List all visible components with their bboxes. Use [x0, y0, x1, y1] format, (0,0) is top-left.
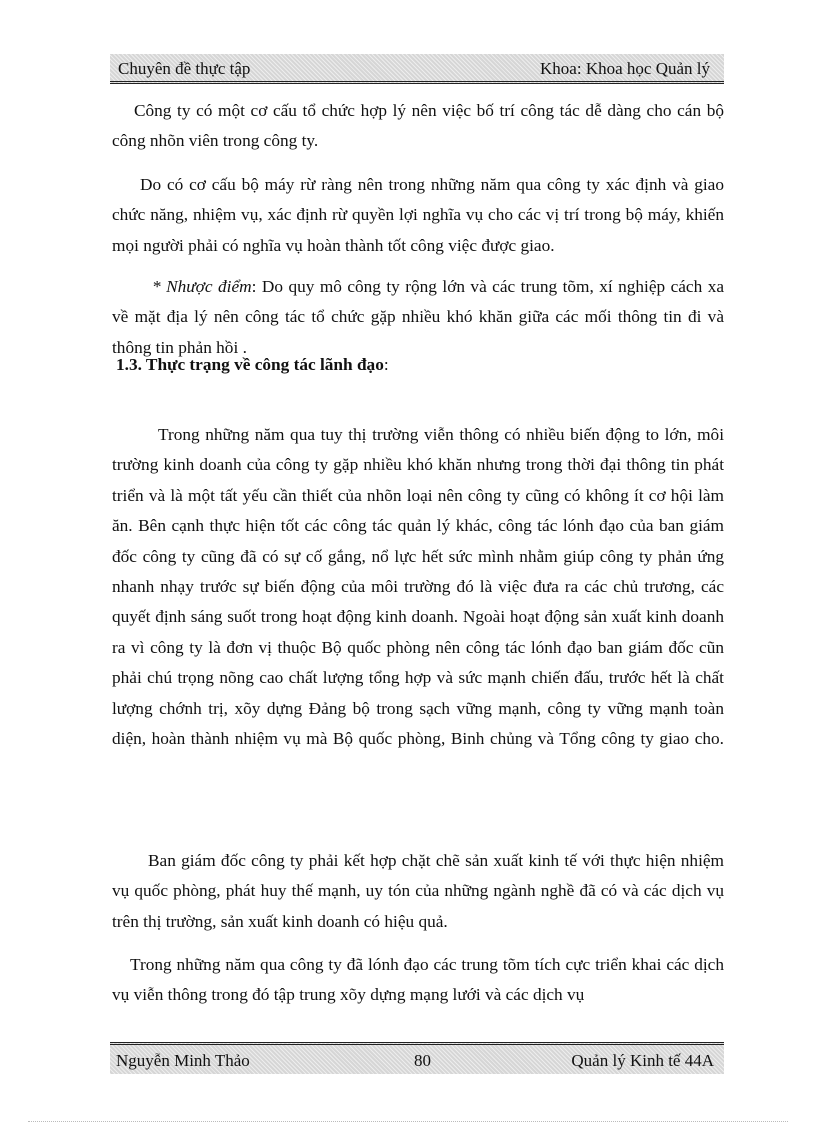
paragraph-6: Trong những năm qua công ty đã lónh đạo các trung tõm tích cực triển khai các dịch vụ viễn thông trong đó tập trung xõy dựng mạng lưới và các dịch vụ	[112, 955, 724, 1005]
footer-author: Nguyễn Minh Thảo	[116, 1051, 250, 1070]
paragraph-2: Do có cơ cấu bộ máy rừ ràng nên trong những năm qua công ty xác định và giao chức năng, nhiệm vụ, xác định rừ quyền lợi nghĩa vụ cho các vị trí trong bộ máy, khiến mọi người phải có nghĩa vụ hoàn thành tốt công việc được giao.	[112, 175, 724, 255]
page-bottom-divider	[28, 1121, 788, 1122]
footer-class: Quản lý Kinh tế 44A	[571, 1051, 714, 1070]
header-right-text: Khoa: Khoa học Quản lý	[540, 59, 710, 78]
paragraph-3	[112, 272, 724, 363]
weakness-label: * Nhược điểm	[152, 277, 252, 296]
paragraph-5: Ban giám đốc công ty phải kết hợp chặt chẽ sản xuất kinh tế với thực hiện nhiệm vụ quốc phòng, phát huy thế mạnh, uy tón của những ngành nghề đã có và các dịch vụ trên thị trường, sản xuất kinh doanh có hiệu quả.	[112, 851, 724, 931]
header-left-text: Chuyên đề thực tập	[118, 59, 251, 78]
paragraph-4: Trong những năm qua tuy thị trường viễn thông có nhiều biến động to lớn, môi trường kinh doanh của công ty gặp nhiều khó khăn nhưng trong thời đại thông tin phát triển và là một tất yếu cần thiết của nhõn loại nên công ty cũng có không ít cơ hội làm ăn. Bên cạnh thực hiện tốt các công tác quản lý khác, công tác lónh đạo của ban giám đốc công ty cũng đã có sự cố gắng, nổ lực hết sức mình nhằm giúp công ty phản ứng nhanh nhạy trước sự biến động của môi trường đó là việc đưa ra các chủ trương, các quyết định sáng suốt trong hoạt động kinh doanh. Ngoài hoạt động sản xuất kinh doanh ra vì công ty là đơn vị thuộc Bộ quốc phòng nên công tác lónh đạo ban giám đốc cũn phải chú trọng nõng cao chất lượng tổng hợp và sức mạnh chiến đấu, trước hết là chất lượng chớnh trị, xõy dựng Đảng bộ trong sạch vững mạnh, công ty vững mạnh toàn diện, hoàn thành nhiệm vụ mà Bộ quốc phòng, Binh chủng và Tổng công ty giao cho.	[112, 425, 724, 749]
paragraph-3-text: : Do quy mô công ty rộng lớn và các trung tõm, xí nghiệp cách xa về mặt địa lý nên công tác tổ chức gặp nhiều khó khăn giữa các mối thông tin đi và thông tin phản hồi .	[112, 277, 725, 357]
section-heading	[116, 352, 389, 378]
section-heading-colon: :	[383, 355, 389, 374]
page-number: 80	[414, 1051, 431, 1070]
section-heading-text: 1.3. Thực trạng về công tác lãnh đạo	[116, 355, 384, 374]
page-footer	[110, 1042, 724, 1074]
page-header	[110, 54, 724, 84]
paragraph-1: Công ty có một cơ cấu tổ chức hợp lý nên việc bố trí công tác dễ dàng cho cán bộ công nhõn viên trong công ty.	[112, 101, 724, 151]
